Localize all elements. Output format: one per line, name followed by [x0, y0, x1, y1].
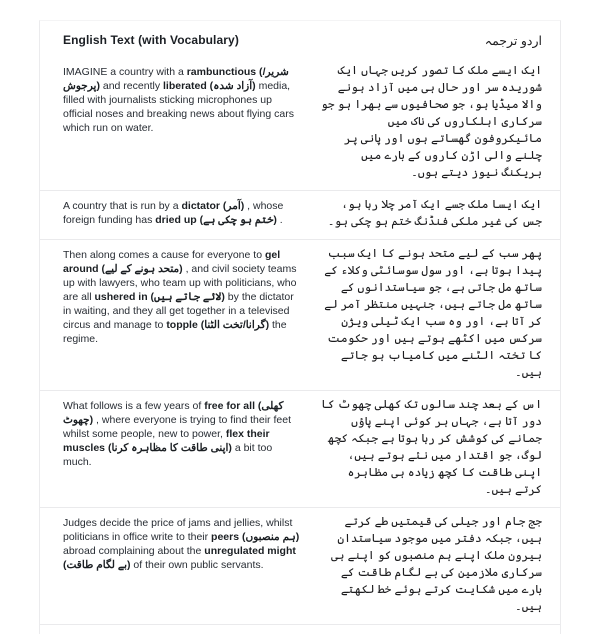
vocab-term: dictator (آمر) — [181, 200, 245, 212]
urdu-cell: جج جام اور جیلی کی قیمتیں طے کرتے ہیں، جبکہ دفتر میں موجود سیاستدان بیرون ملک اپنے ہم منصبوں کو اپنے ہی سرکاری ملازمین کی بے لگام طاقت کے بارے میں شکایت کرتے ہوئے خط لکھتے ہیں۔ — [330, 516, 542, 613]
english-text: of their own public servants. — [130, 559, 264, 571]
english-text: by the dictator in waiting, and they all get together in a televised circus and manage to — [63, 291, 294, 331]
urdu-cell: پھر سب کے لیے متحد ہونے کا ایک سبب پیدا ہوتا ہے، اور سول سوسائٹی وکلاء کے ساتھ مل جاتی ہے، جو سیاستدانوں کے ساتھ مل جاتے ہیں، جنہیں منتظر آمر لے کر آتا ہے، اور وہ سب ایک ٹیلی ویژن سرکس میں اکٹھے ہوتے ہیں اور حکومت کا تختہ الٹنے میں کامیاب ہو جاتے ہیں۔ — [324, 248, 542, 379]
translation-table — [39, 20, 561, 634]
english-text: a bit too much. — [63, 442, 273, 468]
english-text: , where everyone is trying to find their feet whilst some people, new to power, — [63, 414, 291, 440]
vocab-term: unregulated might (بے لگام طاقت) — [63, 545, 296, 571]
english-cell — [40, 57, 310, 190]
english-text: the regime. — [63, 319, 287, 345]
vocab-term: rambunctious (شریر/پرجوش) — [63, 66, 289, 92]
english-cell — [40, 508, 310, 624]
english-text: Judges decide the price of jams and jellies, whilst politicians in office write to their — [63, 517, 293, 543]
english-cell — [40, 240, 310, 390]
vocab-term: liberated (آزاد شدہ) — [163, 80, 256, 92]
table-row — [40, 191, 560, 240]
page-title-english: English Text (with Vocabulary) — [63, 33, 239, 47]
vocab-term: topple (گرانا/تخت الٹنا) — [166, 319, 270, 331]
english-text: What follows is a few years of — [63, 400, 205, 412]
page-title-urdu: اردو ترجمہ — [484, 34, 542, 48]
vocab-term: gel around (متحد ہونے کے لیے) — [63, 249, 281, 275]
table-row — [40, 508, 560, 625]
english-cell — [40, 191, 310, 239]
english-text: . — [276, 214, 283, 226]
english-text: media, filled with journalists sticking microphones up official noses and breaking news about flying cars which run on water. — [63, 80, 294, 134]
urdu-cell: ایک ایسا ملک جسے ایک آمر چلا رہا ہو، جس کی غیر ملکی فنڈنگ ختم ہو چکی ہو۔ — [327, 199, 542, 228]
table-rows — [40, 57, 560, 625]
vocab-term: dried up (ختم ہو چکی ہے) — [155, 214, 277, 226]
english-cell — [40, 391, 310, 507]
english-text: , and civil society teams up with lawyers, who team up with politicians, who are all — [63, 263, 297, 303]
english-text: and recently — [99, 80, 163, 92]
english-text: Then along comes a cause for everyone to — [63, 249, 265, 261]
table-row — [40, 57, 560, 191]
table-row — [40, 240, 560, 391]
urdu-cell: اس کے بعد چند سالوں تک کھلی چھوٹ کا دور آتا ہے، جہاں ہر کوئی اپنے پاؤں جمانے کی کوشش کر رہا ہوتا ہے جبکہ کچھ لوگ، جو اقتدار میں نئے ہوتے ہیں، اپنی طاقت کا کچھ زیادہ ہی مظاہرہ کرتے ہیں۔ — [321, 399, 542, 496]
english-text: A country that is run by a — [63, 200, 182, 212]
english-text: , whose foreign funding has — [63, 200, 284, 226]
table-row — [40, 391, 560, 508]
vocab-term: peers (ہم منصبوں) — [211, 531, 300, 543]
table-header-row — [40, 21, 560, 57]
english-text: IMAGINE a country with a — [63, 66, 187, 78]
vocab-term: flex their muscles (اپنی طاقت کا مظاہرہ کرنا) — [63, 428, 270, 454]
vocab-term: free for all (کھلی چھوٹ) — [63, 400, 284, 426]
english-text: abroad complaining about the — [63, 545, 205, 557]
vocab-term: ushered in (لائے جاتے ہیں) — [94, 291, 225, 303]
urdu-cell: ایک ایسے ملک کا تصور کریں جہاں ایک شوریدہ سر اور حال ہی میں آزاد ہونے والا میڈیا ہو، جو صحافیوں سے بھرا ہو جو سرکاری اہلکاروں کی ناک میں مائیکروفون گھساتے ہوں اور پانی پر چلنے والی اڑن کاروں کے بارے میں بریکنگ نیوز دیتے ہوں۔ — [321, 65, 542, 179]
